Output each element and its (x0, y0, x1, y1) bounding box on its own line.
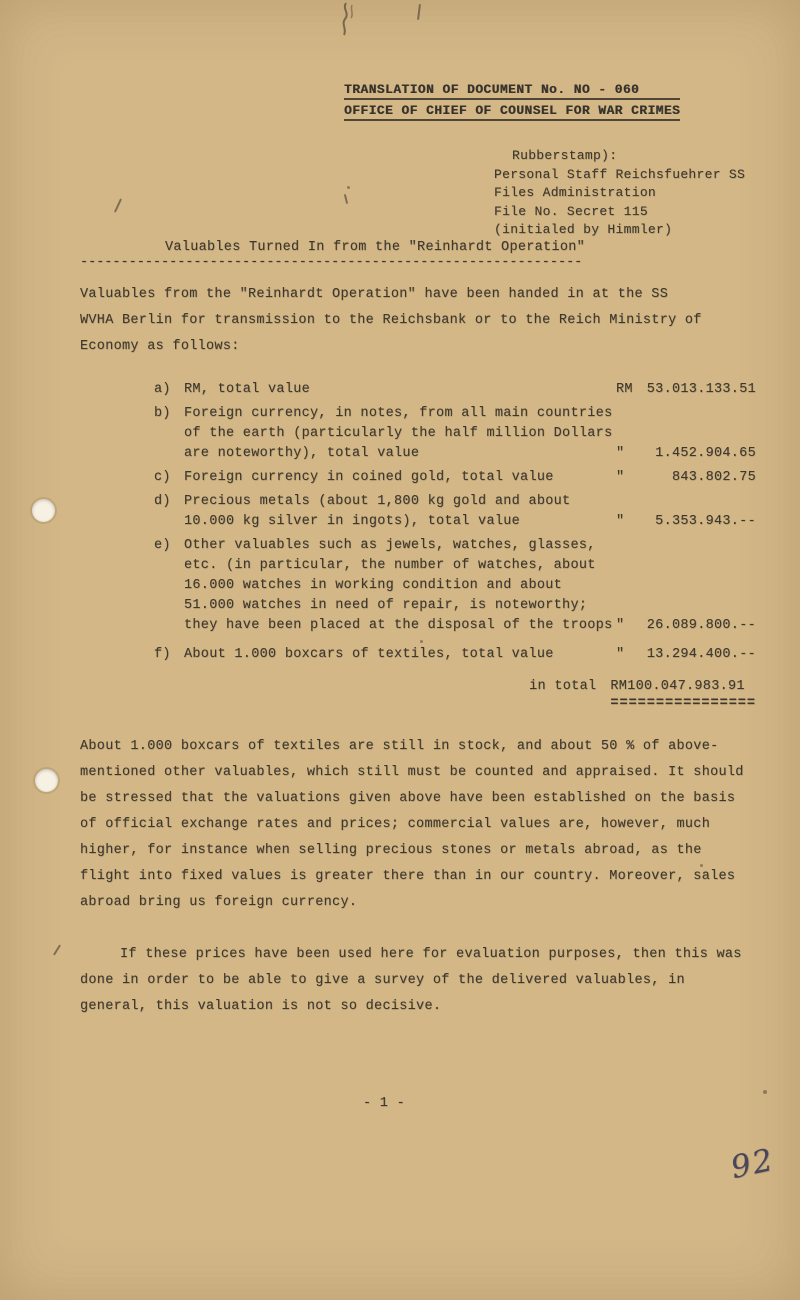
item-text: Foreign currency, in notes, from all main countries of the earth (particularly the half million Dollars are noteworthy), total value (184, 406, 613, 461)
total-underline: ================ (610, 696, 756, 711)
rubberstamp-block (494, 147, 745, 240)
ink-mark-slash (114, 198, 122, 212)
currency-symbol: " (616, 446, 625, 461)
item-value (616, 444, 756, 464)
currency-symbol: " (616, 618, 625, 633)
list-item-f (154, 645, 756, 665)
ink-mark-tick (344, 194, 348, 204)
item-letter: f) (154, 647, 171, 662)
item-letter: d) (154, 494, 171, 509)
stamp-line-3: File No. Secret 115 (494, 203, 648, 219)
currency-symbol: " (616, 647, 625, 662)
item-value (616, 616, 756, 636)
ink-mark-stray (53, 944, 61, 955)
intro-paragraph: Valuables from the "Reinhardt Operation" have been handed in at the SS WVHA Berlin for transmission to the Reichsbank or to the Reich Ministry of Economy as follows: (80, 287, 702, 354)
stamp-line-1: Personal Staff Reichsfuehrer SS (494, 166, 746, 182)
amount: 26.089.800.-- (646, 618, 756, 633)
header-line-2: OFFICE OF CHIEF OF COUNSEL FOR WAR CRIMES (344, 103, 680, 121)
header-line-1: TRANSLATION OF DOCUMENT No. NO - 060 (344, 82, 680, 100)
page-number: - 1 - (363, 1096, 406, 1111)
stamp-label: Rubberstamp): (512, 148, 618, 163)
ink-mark-top-right (417, 4, 421, 20)
body-paragraph-1: About 1.000 boxcars of textiles are still in stock, and about 50 % of above-mentioned other valuables, which still must be counted and appraised. It should be stressed that the valuations given above have been established on the basis of official exchange rates and prices; commercial values are, however, much higher, for instance when selling precious stones or metals abroad, as the flight into fixed values is greater there than in our country. Moreover, sales abroad bring us foreign currency. (80, 739, 744, 910)
item-text: Foreign currency in coined gold, total value (184, 470, 554, 485)
document-body (80, 282, 756, 1020)
total-value: RM100.047.983.91 (610, 679, 745, 694)
ink-mark-squiggle (334, 1, 360, 39)
list-item-b (154, 404, 756, 464)
item-value (616, 645, 756, 665)
list-item-e (154, 536, 756, 636)
handwritten-page-number: 92 (727, 1141, 778, 1187)
body-paragraph-2: If these prices have been used here for evaluation purposes, then this was done in order to be able to give a survey of the delivered valuables, in general, this valuation is not so decisive. (80, 947, 742, 1014)
amount: 843.802.75 (671, 470, 756, 485)
item-letter: a) (154, 382, 171, 397)
valuables-list (154, 380, 756, 665)
list-item-a (154, 380, 756, 400)
amount: 13.294.400.-- (646, 647, 756, 662)
stamp-line-2: Files Administration (494, 185, 657, 200)
total-label: in total (529, 679, 597, 694)
item-text: Other valuables such as jewels, watches, glasses, etc. (in particular, the number of watches, about 16.000 watches in working condition and about 51.000 watches in need of repair, is noteworthy; they have been placed at the disposal of the troops (184, 538, 613, 633)
item-text: About 1.000 boxcars of textiles, total value (184, 647, 554, 662)
item-letter: c) (154, 470, 171, 485)
item-value (616, 512, 756, 532)
document-header (344, 82, 680, 124)
paper-speck (763, 1090, 767, 1094)
item-letter: b) (154, 406, 171, 421)
title-block (80, 240, 600, 270)
punch-hole-top (32, 499, 55, 522)
paper-speck (347, 186, 350, 189)
total-value-block (610, 677, 756, 710)
list-item-c (154, 468, 756, 488)
item-value (616, 468, 756, 488)
item-text: Precious metals (about 1,800 kg gold and about 10.000 kg silver in ingots), total value (184, 494, 571, 529)
punch-hole-bottom (35, 769, 58, 792)
total-row (80, 677, 756, 710)
currency-symbol: " (616, 514, 625, 529)
list-item-d (154, 492, 756, 532)
amount: 5.353.943.-- (655, 514, 756, 529)
item-value (616, 380, 756, 400)
item-letter: e) (154, 538, 171, 553)
amount: 1.452.904.65 (655, 446, 756, 461)
item-text: RM, total value (184, 382, 311, 397)
amount: 53.013.133.51 (646, 382, 756, 397)
title-underline: -------------------------------------------------------------- (80, 255, 583, 270)
document-title: Valuables Turned In from the "Reinhardt Operation" (165, 240, 586, 255)
currency-symbol: RM (616, 382, 633, 397)
currency-symbol: " (616, 470, 625, 485)
stamp-line-4: (initialed by Himmler) (494, 222, 673, 237)
